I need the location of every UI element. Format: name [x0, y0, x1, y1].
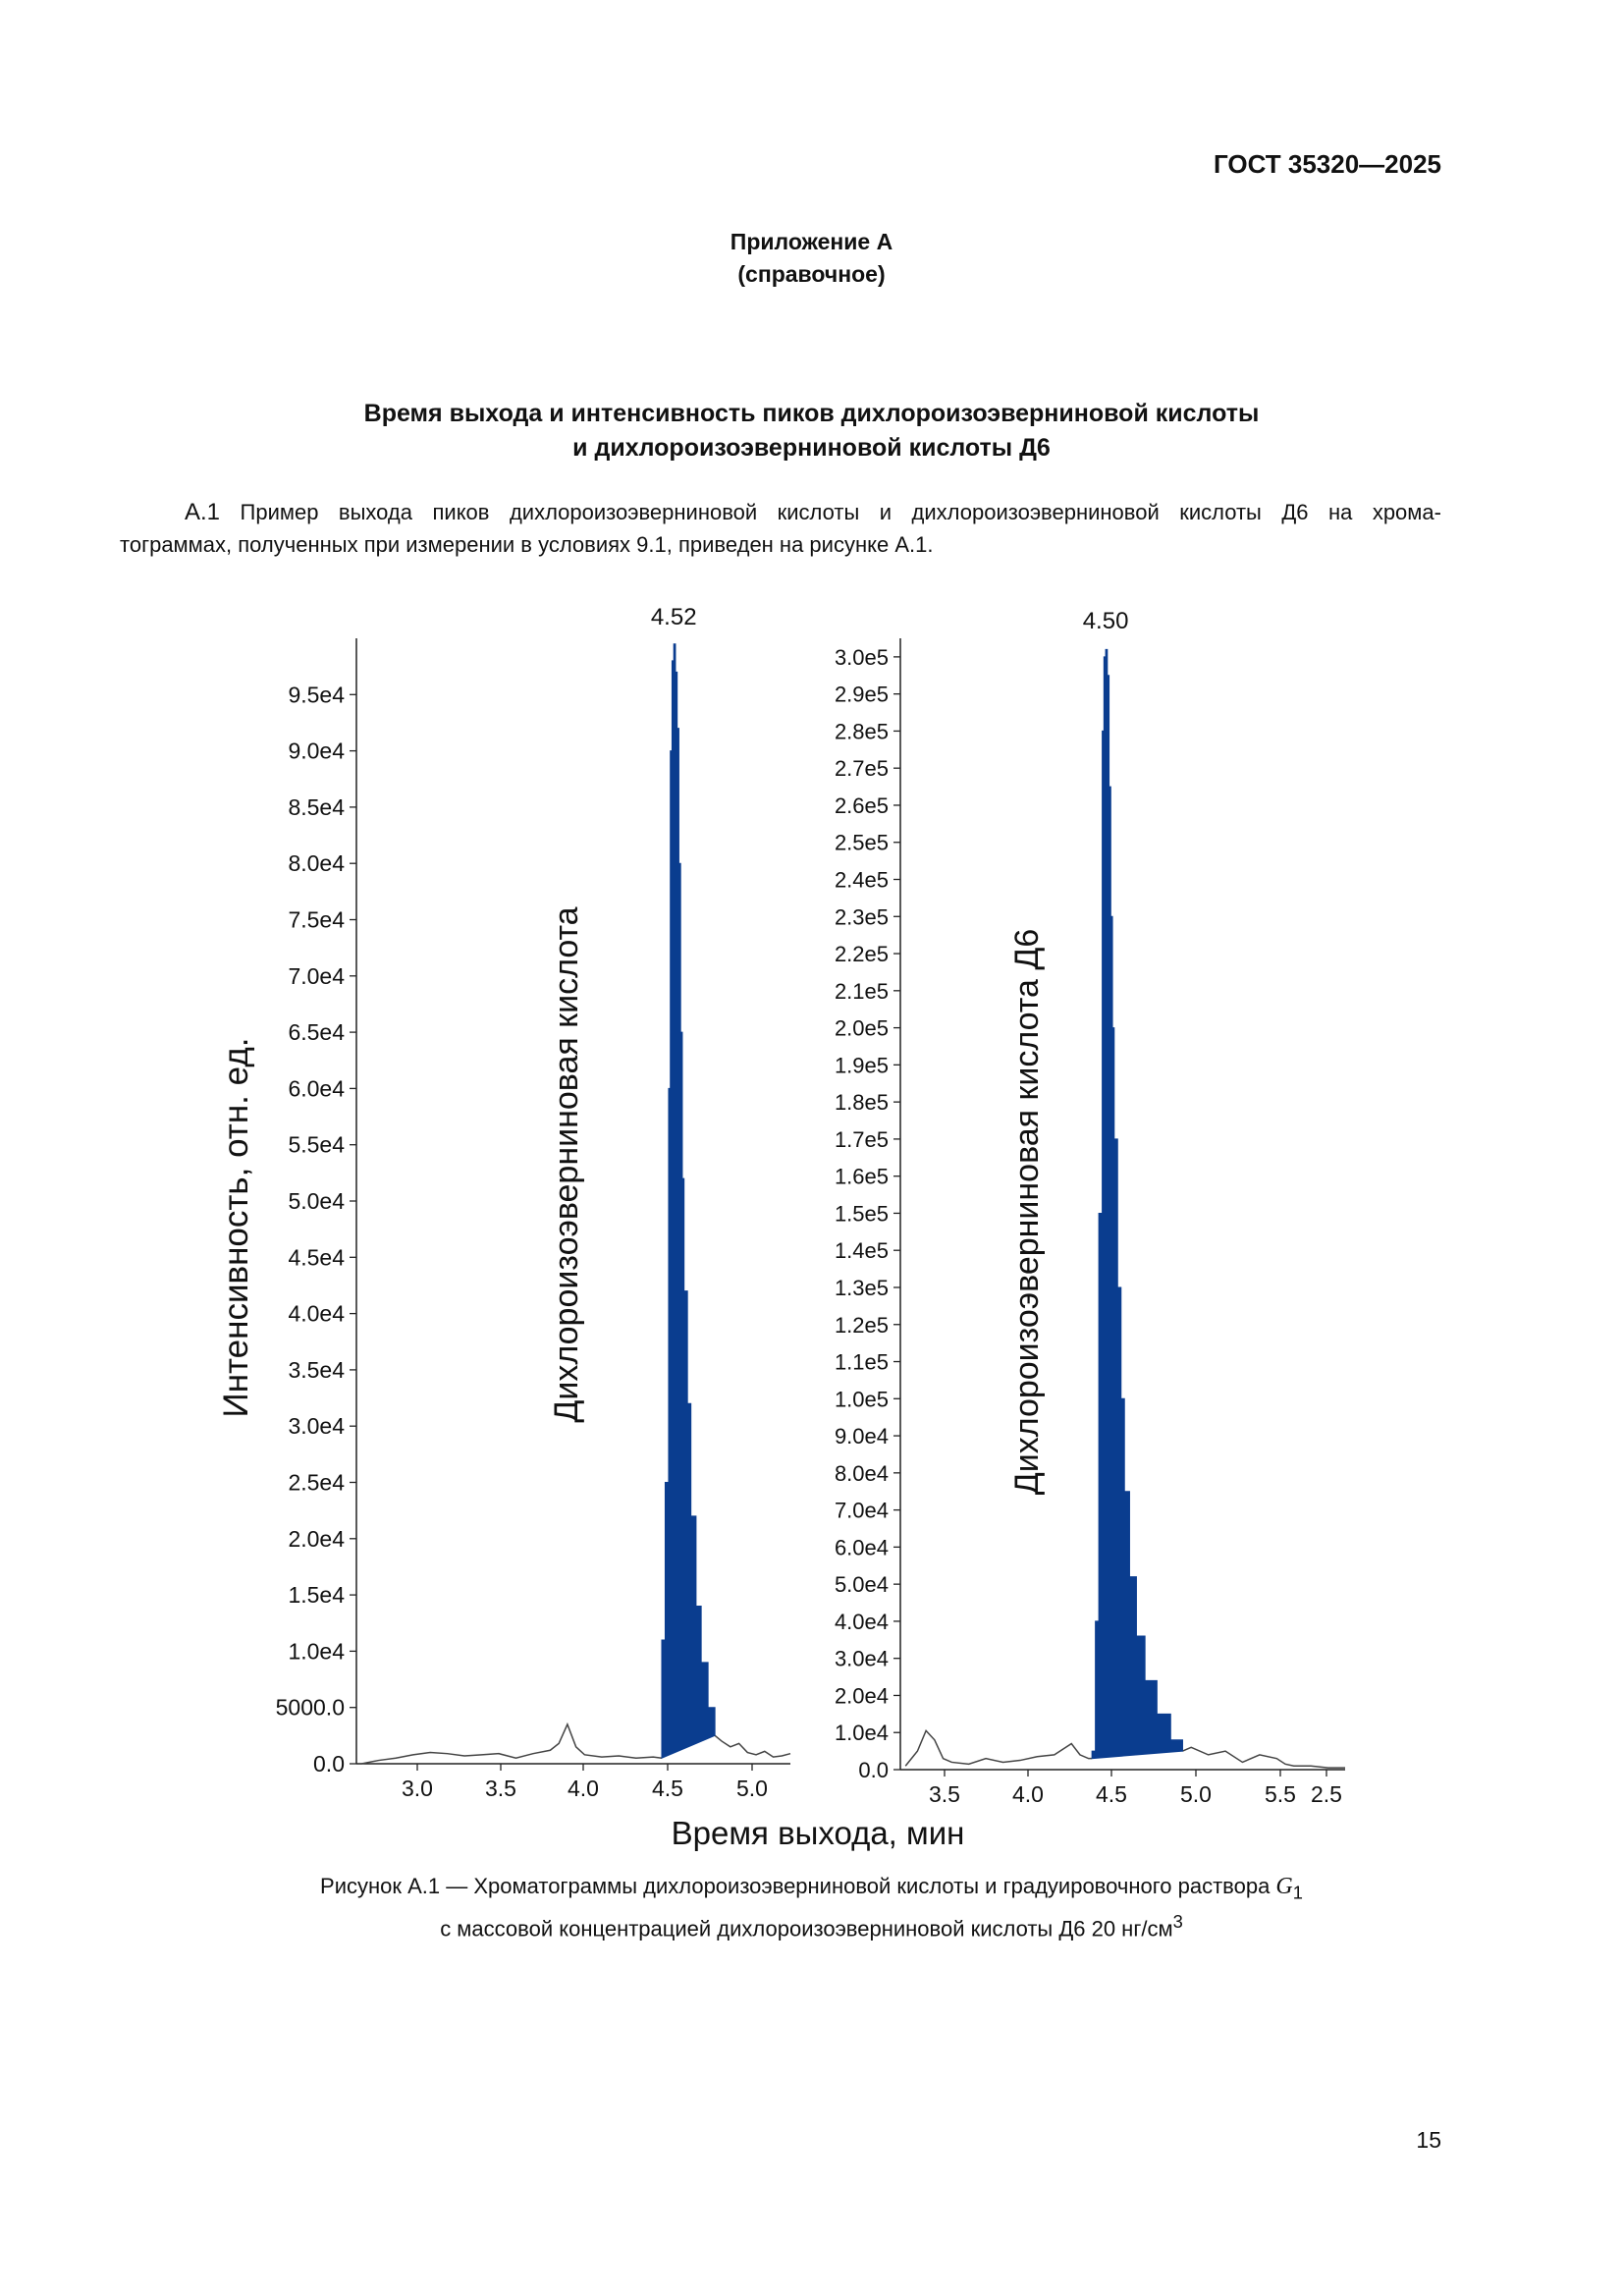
- y-tick-label: 5.5e4: [288, 1131, 345, 1158]
- section-title-line-2: и дихлороизоэверниновой кислоты Д6: [572, 434, 1051, 462]
- peak-compound-label: Дихлороизоэверниновая кислота: [548, 906, 585, 1423]
- y-tick-label: 1.7e5: [834, 1126, 889, 1152]
- x-axis-label: Время выхода, мин: [671, 1815, 965, 1851]
- caption-line-1: [0, 1872, 1623, 1907]
- appendix-title: Приложение А: [730, 229, 893, 254]
- y-tick-label: 6.5e4: [288, 1019, 345, 1046]
- x-tick-label: 5.0: [736, 1776, 768, 1801]
- y-tick-label: 5000.0: [275, 1694, 345, 1721]
- baseline-trace: [905, 1730, 1092, 1766]
- peak-compound-label: Дихлороизоэверниновая кислота Д6: [1008, 928, 1046, 1496]
- y-tick-label: 2.6e5: [834, 793, 889, 818]
- y-tick-label: 1.1e5: [834, 1349, 889, 1375]
- y-tick-label: 0.0: [313, 1751, 345, 1777]
- appendix-subtitle: (справочное): [737, 261, 886, 287]
- tail-trace: [715, 1735, 790, 1757]
- y-tick-label: 2.0e4: [288, 1525, 345, 1552]
- caption-text-1: Рисунок А.1 — Хроматограммы дихлороизоэверниновой кислоты и градуировочного раствора: [320, 1874, 1276, 1898]
- peak-retention-label: 4.52: [650, 604, 697, 630]
- y-tick-label: 6.0e4: [834, 1535, 889, 1560]
- caption-subscript: 1: [1292, 1882, 1303, 1903]
- y-tick-label: 6.0e4: [288, 1075, 345, 1102]
- x-tick-label: 4.0: [1012, 1781, 1044, 1807]
- y-tick-label: 2.0e5: [834, 1015, 889, 1041]
- y-tick-label: 2.2e5: [834, 942, 889, 967]
- y-tick-label: 1.0e4: [834, 1721, 889, 1746]
- x-tick-label: 4.0: [568, 1776, 599, 1801]
- y-tick-label: 9.0e4: [288, 738, 345, 764]
- y-tick-label: 7.5e4: [288, 906, 345, 933]
- y-tick-label: 5.0e4: [288, 1188, 345, 1214]
- x-tick-label: 2.5: [1311, 1781, 1342, 1807]
- y-tick-label: 7.0e4: [834, 1498, 889, 1523]
- y-tick-label: 2.5e4: [288, 1469, 345, 1496]
- y-tick-label: 8.0e4: [834, 1460, 889, 1486]
- y-tick-label: 3.0e4: [288, 1413, 345, 1440]
- paragraph-line-2: тограммах, полученных при измерении в условиях 9.1, приведен на рисунке А.1.: [120, 532, 934, 557]
- baseline-trace: [361, 1724, 662, 1764]
- y-tick-label: 4.0e4: [834, 1609, 889, 1634]
- y-tick-label: 1.2e5: [834, 1312, 889, 1338]
- y-tick-label: 2.3e5: [834, 904, 889, 930]
- section-title-line-1: Время выхода и интенсивность пиков дихлороизоэверниновой кислоты: [363, 400, 1260, 427]
- y-tick-label: 1.6e5: [834, 1164, 889, 1189]
- y-tick-label: 2.7e5: [834, 756, 889, 782]
- chart-right: [835, 608, 1345, 1807]
- y-tick-label: 2.1e5: [834, 978, 889, 1004]
- caption-symbol: G: [1275, 1874, 1293, 1899]
- x-tick-label: 3.5: [929, 1781, 960, 1807]
- y-tick-label: 4.0e4: [288, 1300, 345, 1327]
- y-tick-label: 7.0e4: [288, 962, 345, 989]
- y-tick-label: 0.0: [858, 1758, 889, 1782]
- y-tick-label: 2.9e5: [834, 682, 889, 707]
- peak-retention-label: 4.50: [1082, 608, 1129, 634]
- paragraph-text-1: Пример выхода пиков дихлороизоэверниновой кислоты и дихлороизоэверниновой кислоты Д6 на хрома-: [240, 500, 1441, 524]
- y-axis-label: Интенсивность, отн. ед.: [217, 1037, 255, 1418]
- y-tick-label: 8.0e4: [288, 850, 345, 877]
- y-tick-label: 3.5e4: [288, 1356, 345, 1383]
- y-tick-label: 1.5e5: [834, 1201, 889, 1227]
- y-tick-label: 2.8e5: [834, 719, 889, 744]
- y-tick-label: 1.3e5: [834, 1275, 889, 1300]
- x-tick-label: 5.0: [1180, 1781, 1212, 1807]
- y-tick-label: 3.0e4: [834, 1646, 889, 1671]
- y-tick-label: 9.0e4: [834, 1424, 889, 1449]
- y-tick-label: 2.0e4: [834, 1683, 889, 1709]
- y-tick-label: 2.4e5: [834, 867, 889, 893]
- x-tick-label: 5.5: [1265, 1781, 1296, 1807]
- chart-left: [276, 604, 790, 1801]
- x-tick-label: 3.0: [402, 1776, 433, 1801]
- figure-caption: [0, 1872, 1623, 1944]
- y-tick-label: 1.5e4: [288, 1582, 345, 1609]
- peak-area: [1092, 649, 1182, 1758]
- caption-superscript: 3: [1172, 1911, 1183, 1933]
- document-standard-number: ГОСТ 35320—2025: [1214, 149, 1441, 179]
- y-tick-label: 1.4e5: [834, 1238, 889, 1264]
- y-tick-label: 9.5e4: [288, 682, 345, 708]
- y-tick-label: 4.5e4: [288, 1244, 345, 1271]
- y-tick-label: 1.0e4: [288, 1638, 345, 1665]
- y-tick-label: 2.5e5: [834, 830, 889, 855]
- peak-area: [662, 644, 715, 1759]
- y-tick-label: 1.8e5: [834, 1090, 889, 1116]
- page-number: 15: [1416, 2127, 1441, 2153]
- paragraph-number: А.1: [185, 499, 221, 525]
- y-tick-label: 5.0e4: [834, 1572, 889, 1598]
- x-tick-label: 4.5: [652, 1776, 683, 1801]
- x-tick-label: 3.5: [485, 1776, 516, 1801]
- tail-trace: [1182, 1747, 1345, 1768]
- y-tick-label: 1.0e5: [834, 1387, 889, 1412]
- y-tick-label: 3.0e5: [834, 644, 889, 670]
- y-tick-label: 1.9e5: [834, 1053, 889, 1078]
- x-tick-label: 4.5: [1096, 1781, 1127, 1807]
- y-tick-label: 8.5e4: [288, 793, 345, 820]
- caption-line-2: [0, 1907, 1623, 1943]
- caption-text-2: с массовой концентрацией дихлороизоэверниновой кислоты Д6 20 нг/см: [440, 1916, 1173, 1941]
